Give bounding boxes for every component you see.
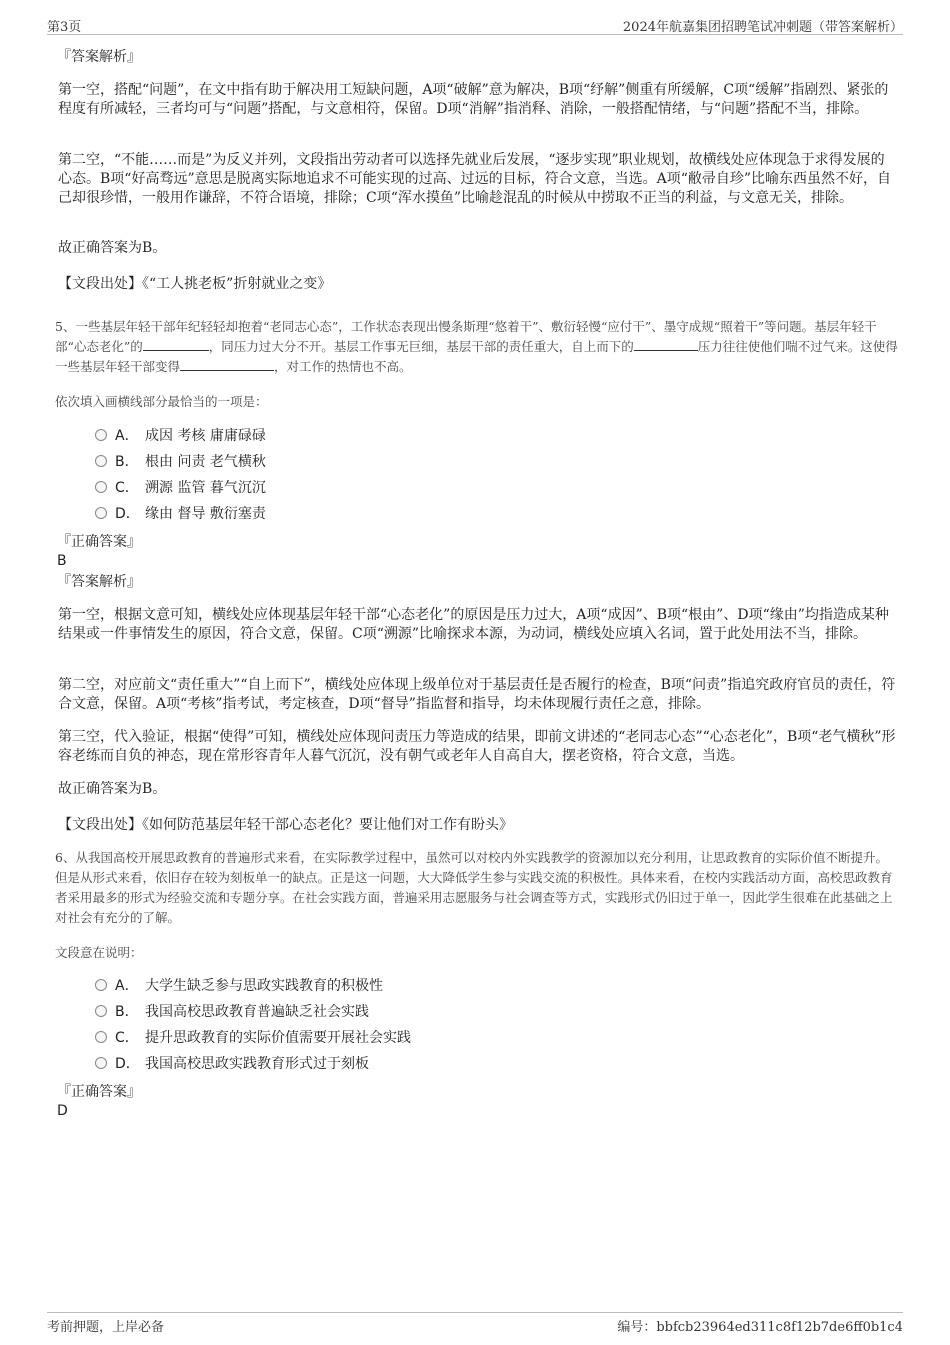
q5-source bbox=[58, 814, 513, 834]
q5-analysis-para3: 第三空，代入验证，根据“使得”可知，横线处应体现问责压力等造成的结果，即前文讲述的“老同志心态”“心态老化”，B项“老气横秋”形容老练而自负的神态，现在常形容青年人暮气沉沉，没有朝气或老年人自高自大，摆老资格，符合文意，当选。 bbox=[58, 729, 896, 764]
option-text: 我国高校思政实践教育形式过于刻板 bbox=[145, 1056, 369, 1072]
option-letter: B． bbox=[115, 1004, 139, 1020]
q5-stem-part-a: 5、一些基层年轻干部年纪轻轻却抱着“老同志心态”，工作状态表现出慢条斯理“悠着干”、敷衍轻慢“应付干”、墨守成规“照着干”等问题。基层年轻干部“心态老化”的 bbox=[55, 319, 877, 354]
radio-icon[interactable] bbox=[95, 1057, 107, 1069]
q5-conclusion: 故正确答案为B。 bbox=[58, 781, 167, 797]
radio-icon[interactable] bbox=[95, 1005, 107, 1017]
q5-stem-part-b: ，同压力过大分不开。基层工作事无巨细，基层干部的责任重大，自上而下的 bbox=[208, 339, 634, 354]
q6-option-b[interactable] bbox=[95, 1002, 369, 1022]
option-letter: A． bbox=[115, 428, 139, 444]
q4-source-label: 【文段出处】 bbox=[58, 276, 142, 292]
q5-stem-part-d: ，对工作的热情也不高。 bbox=[274, 359, 412, 374]
radio-icon[interactable] bbox=[95, 481, 107, 493]
q5-option-a[interactable] bbox=[95, 426, 266, 446]
option-letter: A． bbox=[115, 978, 139, 994]
q6-option-a[interactable] bbox=[95, 976, 383, 996]
page-number: 第3页 bbox=[47, 20, 82, 35]
option-text: 大学生缺乏参与思政实践教育的积极性 bbox=[145, 978, 383, 994]
radio-icon[interactable] bbox=[95, 979, 107, 991]
q6-stem: 6、从我国高校开展思政教育的普遍形式来看，在实际教学过程中，虽然可以对校内外实践教学的资源加以充分利用，让思政教育的实际价值不断提升。但是从形式来看，依旧存在较为刻板单一的缺点。正是这一问题，大大降低学生参与实践交流的积极性。具体来看，在校内实践活动方面，高校思政教育者采用最多的形式为经验交流和专题分享。在社会实践方面，普遍采用志愿服务与社会调查等方式，实践形式仍旧过于单一，因此学生很难在此基础之上对社会有充分的了解。 bbox=[55, 850, 893, 925]
q6-option-d[interactable] bbox=[95, 1054, 369, 1074]
q4-analysis-para1: 第一空，搭配“问题”，在文中指有助于解决用工短缺问题，A项“破解”意为解决，B项“纾解”侧重有所缓解，C项“缓解”指剧烈、紧张的程度有所减轻，三者均可与“问题”搭配，与文意相符，保留。D项“消解”指消释、消除，一般搭配情绪，与“问题”搭配不当，排除。 bbox=[58, 82, 889, 117]
q5-answer-label: 『正确答案』 bbox=[57, 534, 141, 550]
q4-source bbox=[58, 273, 331, 293]
footer-slogan: 考前押题，上岸必备 bbox=[47, 1320, 165, 1335]
option-letter: C． bbox=[115, 1030, 139, 1046]
q5-analysis-para1: 第一空，根据文意可知，横线处应体现基层年轻干部“心态老化”的原因是压力过大，A项“成因”、B项“根由”、D项“缘由”均指造成某种结果或一件事情发生的原因，符合文意，保留。C项“溯源”比喻探求本源，为动词，横线处应填入名词，置于此处用法不当，排除。 bbox=[58, 607, 889, 642]
q4-conclusion: 故正确答案为B。 bbox=[58, 240, 167, 256]
q5-option-c[interactable] bbox=[95, 478, 266, 498]
q6-answer-label: 『正确答案』 bbox=[57, 1084, 141, 1100]
radio-icon[interactable] bbox=[95, 1031, 107, 1043]
option-letter: D． bbox=[115, 506, 140, 522]
q5-source-label: 【文段出处】 bbox=[58, 817, 142, 833]
q6-option-c[interactable] bbox=[95, 1028, 411, 1048]
option-text: 成因 考核 庸庸碌碌 bbox=[145, 428, 266, 444]
option-letter: C． bbox=[115, 480, 139, 496]
q6-answer: D bbox=[57, 1103, 68, 1119]
option-letter: B． bbox=[115, 454, 139, 470]
q6-prompt: 文段意在说明： bbox=[55, 945, 143, 960]
q5-option-d[interactable] bbox=[95, 504, 266, 524]
q5-answer: B bbox=[57, 553, 67, 569]
q5-source-title: 《如何防范基层年轻干部心态老化？要让他们对工作有盼头》 bbox=[142, 817, 513, 833]
option-text: 我国高校思政教育普遍缺乏社会实践 bbox=[145, 1004, 369, 1020]
option-text: 提升思政教育的实际价值需要开展社会实践 bbox=[145, 1030, 411, 1046]
radio-icon[interactable] bbox=[95, 507, 107, 519]
q5-blank-3 bbox=[180, 358, 274, 371]
document-id: 编号：bbfcb23964ed311c8f12b7de6ff0b1c4 bbox=[617, 1320, 903, 1335]
q5-analysis-label: 『答案解析』 bbox=[57, 574, 141, 590]
page-footer bbox=[47, 1312, 903, 1335]
option-letter: D． bbox=[115, 1056, 140, 1072]
q5-prompt: 依次填入画横线部分最恰当的一项是： bbox=[55, 394, 268, 409]
q5-stem bbox=[55, 317, 900, 377]
q4-analysis-para2: 第二空，“不能……而是”为反义并列，文段指出劳动者可以选择先就业后发展，“逐步实现”职业规划，故横线处应体现急于求得发展的心态。B项“好高骛远”意思是脱离实际地追求不可能实现的过高、过远的目标，符合文意，当选。A项“敝帚自珍”比喻东西虽然不好，自己却很珍惜，一般用作谦辞，不符合语境，排除；C项“浑水摸鱼”比喻趁混乱的时候从中捞取不正当的利益，与文意无关，排除。 bbox=[58, 152, 892, 206]
option-text: 溯源 监管 暮气沉沉 bbox=[145, 480, 266, 496]
page-header bbox=[47, 16, 903, 35]
q5-stem-part-c: 压力往往使他们喘不过气来。这使得一些基层年轻干部变得 bbox=[55, 339, 898, 374]
radio-icon[interactable] bbox=[95, 429, 107, 441]
q5-blank-1 bbox=[143, 338, 209, 351]
q5-blank-2 bbox=[634, 338, 698, 351]
option-text: 根由 问责 老气横秋 bbox=[145, 454, 266, 470]
document-title: 2024年航嘉集团招聘笔试冲刺题（带答案解析） bbox=[622, 20, 903, 35]
q5-analysis-para2: 第二空，对应前文“责任重大”“自上而下”，横线处应体现上级单位对于基层责任是否履行的检查，B项“问责”指追究政府官员的责任，符合文意，保留。A项“考核”指考试，考定核查，D项“督导”指监督和指导，均未体现履行责任之意，排除。 bbox=[58, 677, 896, 712]
q4-source-title: 《“工人挑老板”折射就业之变》 bbox=[142, 276, 332, 292]
option-text: 缘由 督导 敷衍塞责 bbox=[145, 506, 266, 522]
radio-icon[interactable] bbox=[95, 455, 107, 467]
q4-analysis-label: 『答案解析』 bbox=[57, 49, 141, 65]
q5-option-b[interactable] bbox=[95, 452, 266, 472]
